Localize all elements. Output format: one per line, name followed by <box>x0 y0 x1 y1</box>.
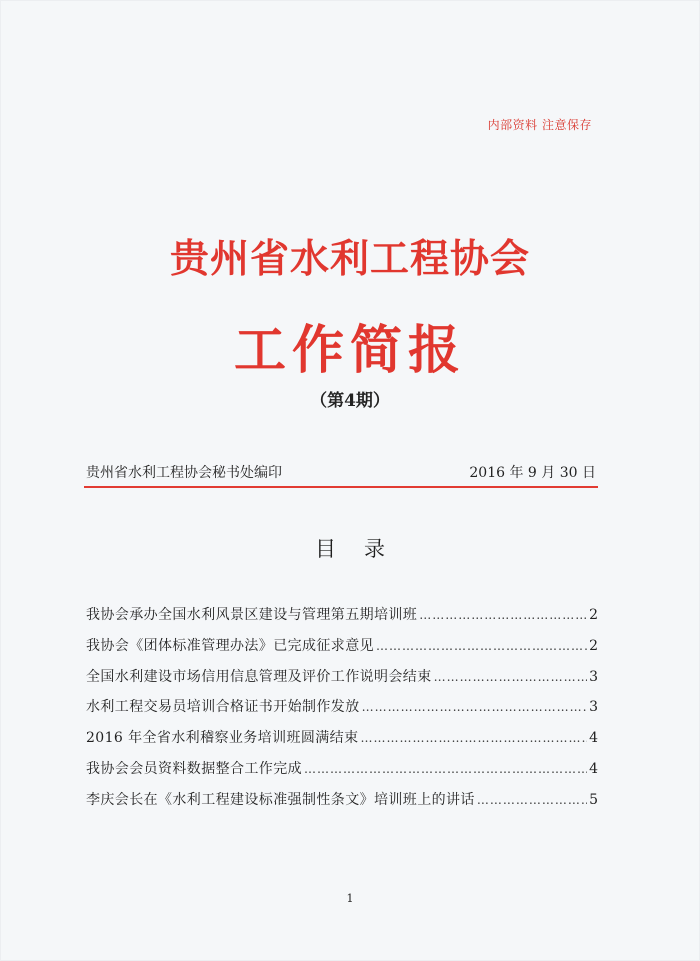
toc-heading: 目录 <box>315 537 413 561</box>
leader-dots <box>360 731 587 745</box>
leader-dots <box>477 793 587 807</box>
toc-item-title: 2016 年全省水利稽察业务培训班圆满结束 <box>86 730 359 747</box>
leader-dots <box>304 762 587 776</box>
toc-item-title: 我协会《团体标准管理办法》已完成征求意见 <box>86 637 374 654</box>
toc-item-title: 全国水利建设市场信用信息管理及评价工作说明会结束 <box>86 668 432 685</box>
toc-item-page: 4 <box>589 760 598 777</box>
issuer-row <box>86 462 596 486</box>
leader-dots <box>419 608 587 622</box>
toc-item[interactable] <box>86 696 598 727</box>
issue-date: 2016 年 9 月 30 日 <box>469 465 596 481</box>
toc-item[interactable] <box>86 666 598 697</box>
table-of-contents <box>86 604 598 820</box>
toc-item[interactable] <box>86 604 598 635</box>
toc-item-title: 我协会会员资料数据整合工作完成 <box>86 760 302 777</box>
leader-dots <box>434 670 587 684</box>
toc-item[interactable] <box>86 635 598 666</box>
toc-item-page: 2 <box>589 607 598 623</box>
issuer-name: 贵州省水利工程协会秘书处编印 <box>86 465 282 481</box>
toc-item-page: 3 <box>589 668 598 685</box>
bulletin-title: 工作简报 <box>233 320 466 381</box>
toc-item-title: 我协会承办全国水利风景区建设与管理第五期培训班 <box>86 607 418 623</box>
toc-item-title: 水利工程交易员培训合格证书开始制作发放 <box>86 699 360 716</box>
toc-item-page: 4 <box>589 730 598 747</box>
toc-item[interactable] <box>86 789 598 820</box>
toc-item[interactable] <box>86 758 598 789</box>
toc-item[interactable] <box>86 727 598 758</box>
organization-title: 贵州省水利工程协会 <box>169 236 530 282</box>
toc-item-page: 2 <box>589 637 598 654</box>
page-number: 1 <box>346 892 354 905</box>
red-divider <box>84 486 598 488</box>
toc-item-page: 5 <box>589 791 598 808</box>
toc-item-page: 3 <box>589 699 598 716</box>
issue-number: （第4期） <box>310 391 390 411</box>
toc-item-title: 李庆会长在《水利工程建设标准强制性条文》培训班上的讲话 <box>86 791 475 808</box>
leader-dots <box>362 700 587 714</box>
leader-dots <box>376 639 587 653</box>
confidential-notice: 内部资料 注意保存 <box>487 118 592 132</box>
